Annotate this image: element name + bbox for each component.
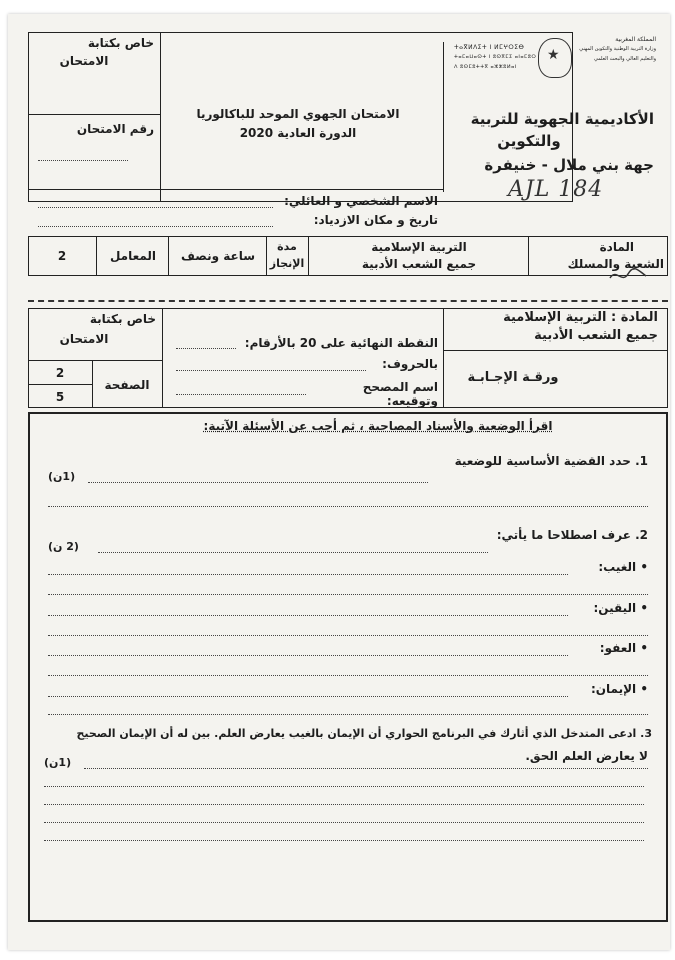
q3-answer-line[interactable]: [44, 804, 644, 805]
coefficient-label: المعامل: [109, 249, 157, 263]
term-yaqin-line[interactable]: [48, 615, 568, 616]
signature-scribble-icon: [608, 264, 648, 286]
final-grade-field[interactable]: [176, 348, 236, 349]
term-afw-line[interactable]: [48, 655, 568, 656]
answers-frame: [28, 412, 668, 922]
duration-value: ساعة ونصف: [180, 249, 256, 263]
answer-sheet-title: ورقـة الإجـابـة: [467, 370, 559, 385]
reserved-title-line2: الامتحان: [59, 54, 109, 68]
exam-number-label: رقم الامتحان: [76, 122, 154, 136]
answer-subject-line: المادة : التربية الإسلامية: [503, 310, 658, 325]
duration-label-2: الإنجاز: [269, 257, 305, 270]
exam-number-field[interactable]: [38, 160, 128, 161]
question-3-points: (1ن): [44, 756, 72, 769]
name-label: الاسم الشخصي و العائلي:: [284, 194, 438, 208]
kingdom-line3: والتعليم العالي والبحث العلمي: [593, 56, 656, 62]
reserved-title-line1: خاص بكتابة: [87, 36, 154, 50]
in-letters-label: بالحروف:: [382, 357, 438, 371]
name-field[interactable]: [38, 207, 273, 208]
tifinagh-line1: ⵜⴰⴳⵍⴷⵉⵜ ⵏ ⵍⵎⵖⵔⵉⴱ: [454, 44, 525, 51]
q2-answer-line[interactable]: [98, 552, 488, 553]
term-afw: • العفو:: [599, 641, 648, 655]
term-yaqin: • اليقين:: [593, 601, 648, 615]
term-iman-line[interactable]: [48, 696, 568, 697]
cut-line: [28, 300, 668, 302]
page-label: الصفحة: [104, 378, 150, 392]
corrector-field[interactable]: [176, 394, 306, 395]
birth-field[interactable]: [38, 226, 273, 227]
answer-branch-line: جميع الشعب الأدبية: [534, 328, 658, 343]
term-afw-line[interactable]: [48, 675, 648, 676]
royal-crest-icon: [538, 38, 572, 78]
handwritten-code: AJL 184: [508, 177, 604, 202]
question-3-line1: 3. ادعى المتدخل الذي أثارك في البرنامج الحواري أن الإيمان بالغيب يعارض العلم. بين له أن الإيمان الصحيح: [76, 727, 652, 740]
duration-label-1: مدة: [277, 240, 297, 253]
exam-title: الامتحان الجهوي الموحد للباكالوريا: [196, 107, 400, 121]
subject-label: المادة: [599, 240, 634, 254]
question-1-points: (1ن): [48, 470, 76, 483]
in-letters-field[interactable]: [176, 370, 366, 371]
term-ghayb-line[interactable]: [48, 594, 648, 595]
page-total: 5: [55, 390, 65, 404]
question-1: 1. حدد القضية الأساسية للوضعية: [454, 454, 648, 468]
page-number: 2: [55, 366, 65, 380]
branch-value: جميع الشعب الأدبية: [361, 257, 477, 271]
kingdom-line2: وزارة التربية الوطنية والتكوين المهني: [579, 46, 656, 52]
term-ghayb: • الغيب:: [598, 560, 648, 574]
kingdom-line1: المملكة المغربية: [615, 36, 656, 43]
answer-reserved-title-line1: خاص بكتابة: [89, 312, 156, 326]
question-3-line2: لا يعارض العلم الحق.: [525, 749, 648, 763]
q3-answer-line[interactable]: [44, 822, 644, 823]
term-yaqin-line[interactable]: [48, 635, 648, 636]
subject-value: التربية الإسلامية: [371, 240, 467, 254]
question-2: 2. عرف اصطلاحا ما يأتي:: [496, 528, 648, 542]
questions-intro: اقرأ الوضعية والأسناد المصاحبة ، ثم أجب عن الأسئلة الآتية:: [203, 419, 553, 433]
coefficient-value: 2: [57, 249, 67, 263]
q3-answer-line[interactable]: [44, 840, 644, 841]
term-iman-line[interactable]: [48, 714, 648, 715]
tifinagh-line2: ⵜⴰⵎⴰⵡⴰⵙⵜ ⵏ ⵓⵙⴳⵎⵉ ⴰⵏⴰⵎⵓⵔ: [454, 54, 537, 60]
answer-reserved-title-line2: الامتحان: [59, 332, 109, 346]
q3-answer-line[interactable]: [44, 786, 644, 787]
academy-line2: والتكوين: [497, 132, 561, 150]
term-ghayb-line[interactable]: [48, 574, 568, 575]
exam-session: الدورة العادية 2020: [239, 126, 357, 140]
q3-answer-line[interactable]: [84, 768, 648, 769]
tifinagh-line3: ⴷ ⵓⵙⵎⵓⵜⵜⴳ ⴰⵣⵣⵓⵍⴰⵏ: [454, 64, 517, 70]
birth-label: تاريخ و مكان الازدياد:: [313, 213, 438, 227]
q1-answer-line[interactable]: [88, 482, 428, 483]
final-grade-label: النقطة النهائية على 20 بالأرقام:: [244, 336, 438, 350]
term-iman: • الإيمان:: [591, 682, 648, 696]
exam-paper: [8, 14, 670, 950]
q1-answer-line[interactable]: [48, 506, 648, 507]
academy-line1: الأكاديمية الجهوية للتربية: [470, 110, 654, 128]
branch-label: الشعبة والمسلك: [567, 257, 664, 271]
corrector-label: اسم المصحح وتوقيعه:: [362, 380, 438, 408]
academy-line3: جهة بني ملال - خنيفرة: [484, 156, 654, 174]
question-2-points: (2 ن): [48, 540, 79, 553]
